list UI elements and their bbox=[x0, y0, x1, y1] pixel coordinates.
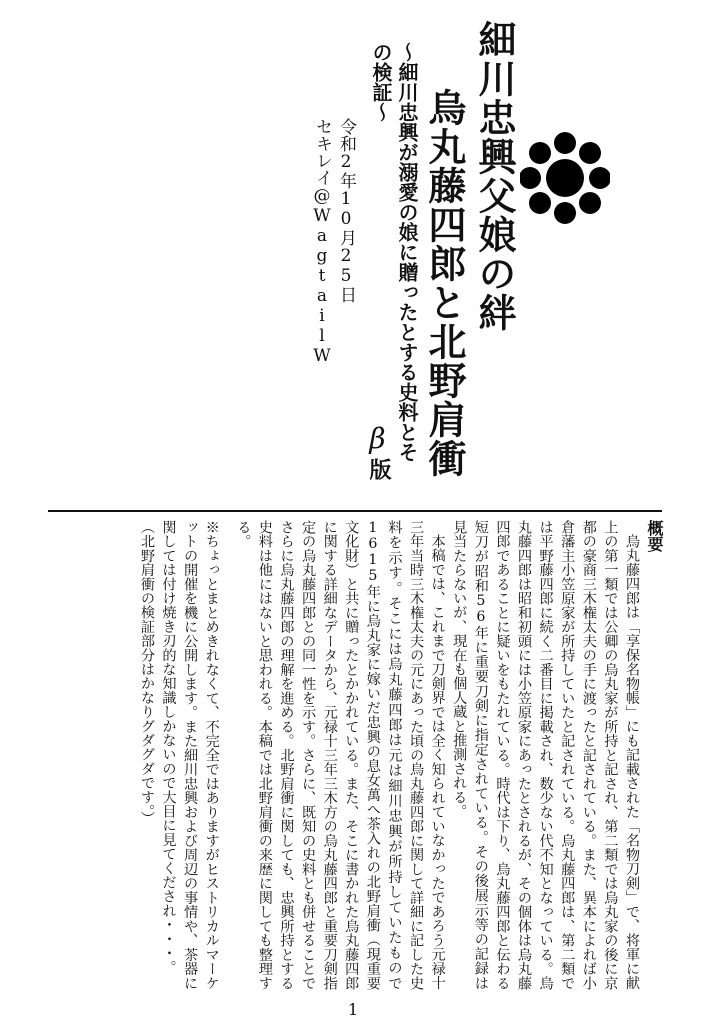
subtitle: ～細川忠興が溺愛の娘に贈ったとする史料とその検証～ bbox=[369, 42, 419, 462]
section-heading: 概要 bbox=[645, 520, 664, 552]
abstract-paragraph-1: 烏丸藤四郎は「享保名物帳」にも記載された「名物刀剣」で、将軍に献上の第一類では公卿の烏丸家が所持と記され、第二類では烏丸家の後に京都の豪商三木権太夫の手に渡ったと記されている。また、異本によれば小倉藩主小笠原家が所持していたと記されている。烏丸藤四郎は、第二類では平野藤四郎に続く二番目に掲載され、数少ない代不知となっている。烏丸藤四郎は昭和初頭には小笠原家にあったとされるが、その個体は烏丸藤四郎であることに疑いをもたれている。時代は下り、烏丸藤四郎と伝わる短刀が昭和56年に重要刀剣に指定されている。その後展示等の記録は見当たらないが、現在も個人蔵と推測される。 bbox=[451, 520, 640, 990]
title-line-1: 細川忠興父娘の絆 bbox=[472, 20, 516, 332]
edition-label: 版 bbox=[366, 458, 391, 480]
page-number: 1 bbox=[348, 1000, 359, 1019]
beta-mark: β bbox=[361, 422, 394, 455]
abstract-paragraph-2: 本稿では、これまで刀剣界では全く知られていなかったであろう元禄十三年当時三木権太夫の元にあった頃の烏丸藤四郎に関して詳細に記した史料を示す。そこには烏丸藤四郎は元は細川忠興が所持していたもので1615年に烏丸家に嫁いだ忠興の息女萬へ茶入れの北野肩衝（現重要文化財）と共に贈ったとかかれている。また、そこに書かれた烏丸藤四郎に関する詳細なデータから、元禄十三年三木方の烏丸藤四郎と重要刀剣指定の烏丸藤四郎との同一性を示す。さらに、既知の史料とも併せることでさらに烏丸藤四郎の理解を進める。北野肩衝に関しても、忠興所持とする史料は他にはないと思われる。本稿では北野肩衝の来歴に関しても整理する。 bbox=[235, 520, 446, 990]
kuyo-mon-crest-icon bbox=[520, 128, 610, 228]
section-divider bbox=[48, 510, 662, 512]
title-line-2: 烏丸藤四郎と北野肩衝 bbox=[422, 88, 466, 478]
disclaimer-note: ※ちょっとまとめきれなくて、不完全ではありますがヒストリカルマーケットの開催を機に公開します。また細川忠興および周辺の事情や、茶器に関しては付け焼き刃的な知識しかないので大目に見てくだされ・・・。 bbox=[160, 520, 220, 990]
author-name: セキレイ@WagtailW bbox=[312, 118, 332, 366]
abstract-section bbox=[135, 520, 666, 990]
parenthetical-note: （北野肩衝の検証部分はかなりグダグダです。） bbox=[138, 520, 155, 826]
publication-date: 令和2年10月25日 bbox=[336, 118, 356, 303]
